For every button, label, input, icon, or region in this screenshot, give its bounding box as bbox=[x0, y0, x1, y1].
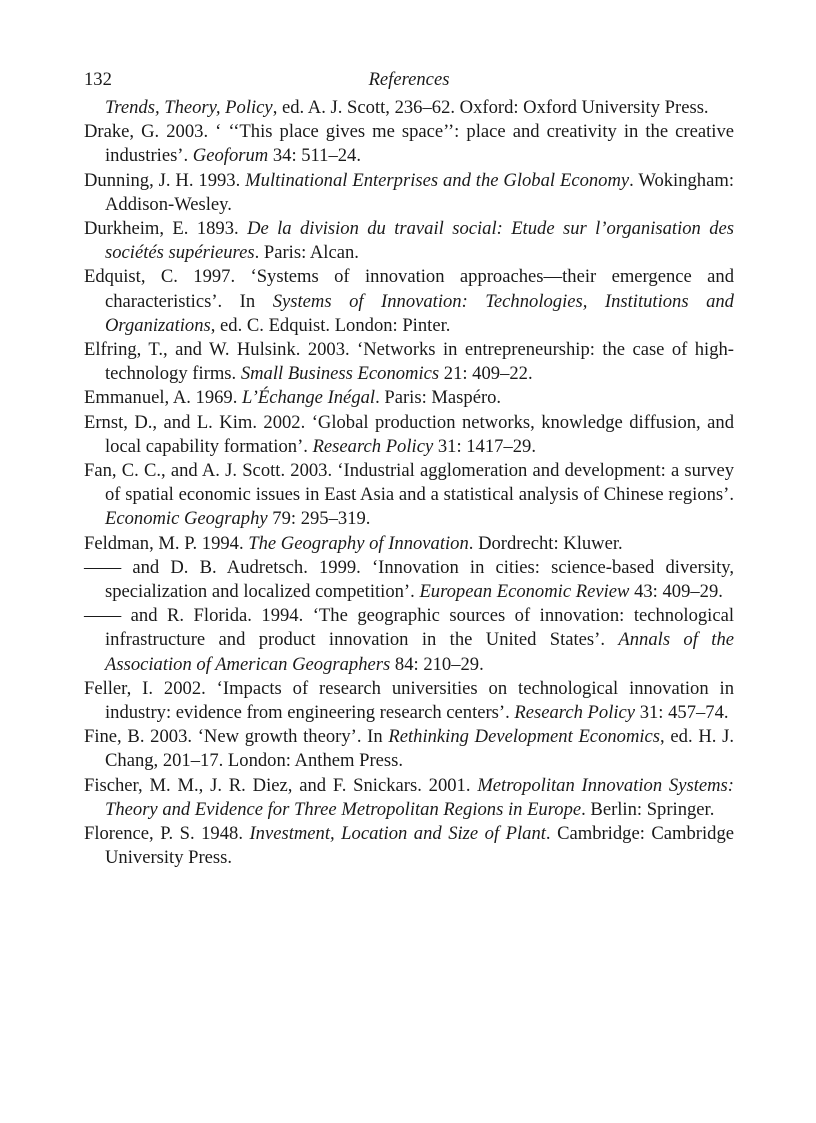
running-title: References bbox=[368, 69, 450, 90]
reference-text: Florence, P. S. 1948. bbox=[84, 823, 250, 845]
reference-entry bbox=[84, 556, 734, 604]
reference-title: Systems of Innovation: Technologies, Institutions and Organizations bbox=[105, 290, 734, 336]
reference-entry bbox=[84, 822, 734, 870]
reference-title: Annals of the Association of American Geographers bbox=[105, 629, 734, 675]
reference-title: Investment, Location and Size of Plant bbox=[249, 823, 546, 845]
page-header bbox=[84, 64, 734, 96]
reference-text: 43: 409–29. bbox=[629, 581, 723, 603]
reference-title: Small Business Economics bbox=[240, 363, 440, 385]
reference-entry bbox=[84, 459, 734, 532]
reference-text: . Paris: Alcan. bbox=[254, 242, 359, 264]
reference-entry bbox=[84, 338, 734, 386]
reference-title: Multinational Enterprises and the Global Economy bbox=[245, 169, 630, 191]
reference-title: L’Échange Inégal bbox=[242, 387, 376, 409]
reference-text: Drake, G. 2003. ‘ ‘‘This place gives me space’’: place and creativity in the creative industries’. bbox=[84, 121, 734, 167]
reference-text: 31: 457–74. bbox=[635, 702, 729, 724]
reference-entry bbox=[84, 677, 734, 725]
reference-title: Economic Geography bbox=[105, 508, 268, 530]
reference-text: Elfring, T., and W. Hulsink. 2003. ‘Networks in entrepreneurship: the case of high-technology firms. bbox=[84, 339, 734, 385]
reference-text: , ed. A. J. Scott, 236–62. Oxford: Oxford University Press. bbox=[272, 97, 709, 118]
reference-text: Fine, B. 2003. ‘New growth theory’. In bbox=[84, 726, 389, 748]
reference-text: , ed. C. Edquist. London: Pinter. bbox=[210, 314, 451, 336]
reference-title: Research Policy bbox=[514, 702, 636, 724]
reference-text: Emmanuel, A. 1969. bbox=[84, 387, 243, 409]
reference-text: . Berlin: Springer. bbox=[581, 798, 715, 820]
reference-text: . Dordrecht: Kluwer. bbox=[468, 532, 623, 554]
page-number: 132 bbox=[84, 69, 112, 90]
reference-text: , ed. H. J. Chang, 201–17. London: Anthem Press. bbox=[105, 726, 734, 772]
reference-text: Ernst, D., and L. Kim. 2002. ‘Global production networks, knowledge diffusion, and local capability formation’. bbox=[84, 411, 734, 457]
reference-title: Metropolitan Innovation Systems: Theory and Evidence for Three Metropolitan Regions in Europe bbox=[105, 774, 734, 820]
reference-title: De la division du travail social: Etude sur l’organisation des sociétés supérieures bbox=[105, 218, 735, 264]
reference-entry bbox=[84, 411, 734, 459]
reference-page bbox=[84, 64, 734, 871]
reference-entry bbox=[84, 265, 734, 338]
reference-entry-continued bbox=[84, 96, 734, 120]
reference-text: —— and D. B. Audretsch. 1999. ‘Innovation in cities: science-based diversity, specialization and localized competition’. bbox=[84, 556, 734, 603]
reference-text: Edquist, C. 1997. ‘Systems of innovation approaches—their emergence and characteristics’. In bbox=[84, 266, 734, 312]
reference-text: . Paris: Maspéro. bbox=[375, 387, 502, 409]
reference-text: 79: 295–319. bbox=[267, 508, 371, 530]
reference-entry bbox=[84, 386, 734, 410]
reference-text: 21: 409–22. bbox=[439, 363, 533, 385]
reference-title: Trends, Theory, Policy bbox=[105, 97, 273, 118]
reference-title: Geoforum bbox=[192, 145, 269, 167]
reference-text: Fan, C. C., and A. J. Scott. 2003. ‘Industrial agglomeration and development: a survey of spatial economic issues in East Asia and a statistical analysis of Chinese regions’. bbox=[84, 460, 734, 506]
reference-list bbox=[84, 96, 734, 871]
reference-entry bbox=[84, 725, 734, 773]
reference-text: 31: 1417–29. bbox=[433, 435, 536, 457]
reference-text: 34: 511–24. bbox=[268, 145, 361, 167]
reference-entry bbox=[84, 774, 734, 822]
reference-text: Fischer, M. M., J. R. Diez, and F. Snickars. 2001. bbox=[84, 774, 478, 796]
reference-title: Rethinking Development Economics bbox=[388, 726, 661, 748]
reference-text: Feller, I. 2002. ‘Impacts of research universities on technological innovation in industry: evidence from engineering research centers’. bbox=[84, 677, 734, 724]
reference-text: —— and R. Florida. 1994. ‘The geographic sources of innovation: technological infrastructure and product innovation in the United States’. bbox=[84, 605, 734, 651]
reference-title: The Geography of Innovation bbox=[248, 532, 469, 554]
reference-text: Feldman, M. P. 1994. bbox=[84, 532, 249, 554]
reference-text: . Wokingham: Addison-Wesley. bbox=[105, 169, 734, 215]
reference-text: 84: 210–29. bbox=[390, 653, 484, 675]
reference-entry bbox=[84, 604, 734, 677]
reference-text: . Cambridge: Cambridge University Press. bbox=[105, 823, 734, 869]
reference-text: Dunning, J. H. 1993. bbox=[84, 169, 246, 191]
reference-entry bbox=[84, 217, 734, 265]
reference-entry bbox=[84, 532, 734, 556]
reference-text: Durkheim, E. 1893. bbox=[84, 218, 248, 240]
reference-title: Research Policy bbox=[312, 435, 434, 457]
reference-title: European Economic Review bbox=[419, 581, 630, 603]
reference-entry bbox=[84, 169, 734, 217]
reference-entry bbox=[84, 120, 734, 168]
